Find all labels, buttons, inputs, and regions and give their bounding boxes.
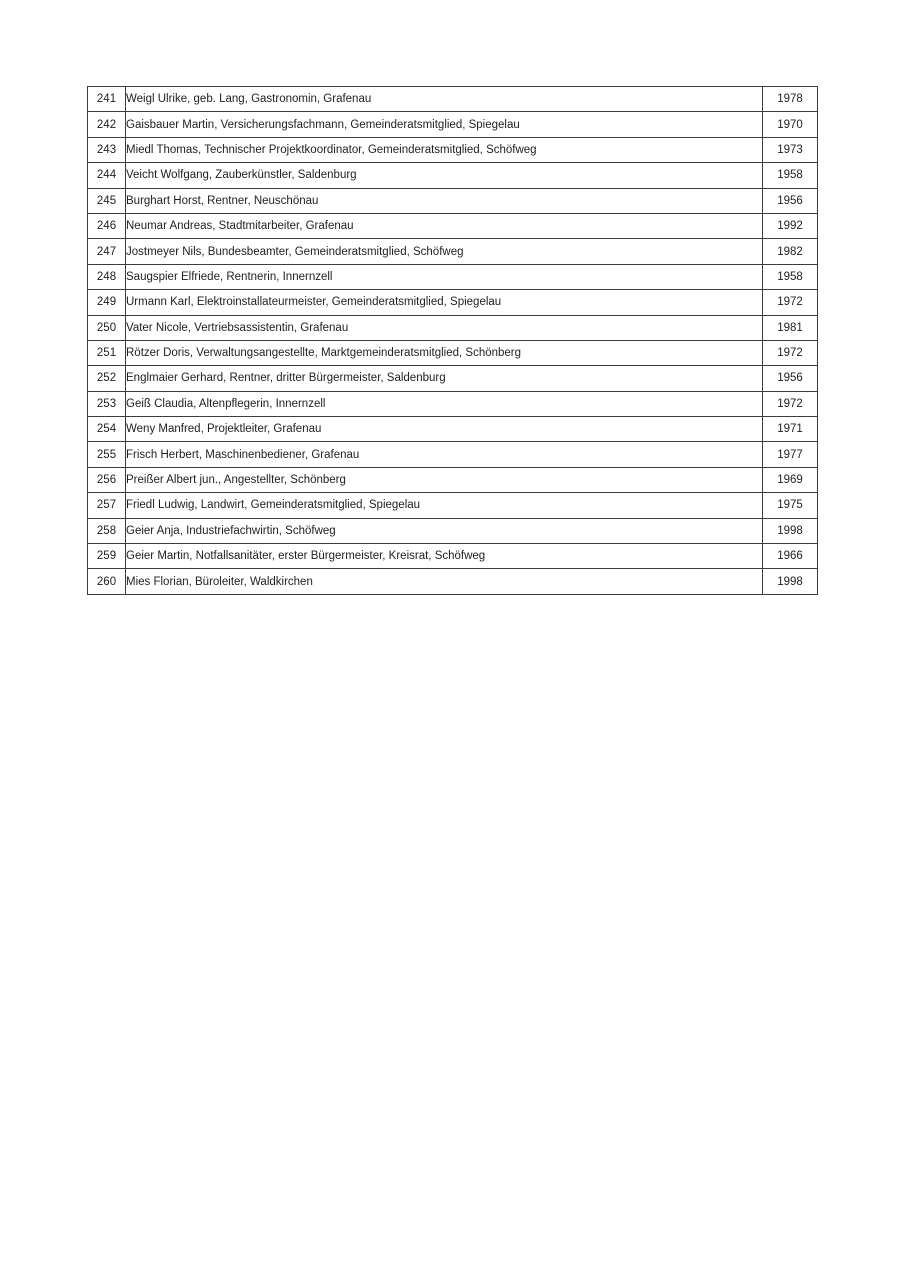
row-year: 1977	[763, 442, 818, 467]
row-number: 257	[88, 493, 126, 518]
row-description: Saugspier Elfriede, Rentnerin, Innernzell	[126, 264, 763, 289]
table-row	[88, 290, 818, 315]
table-row	[88, 366, 818, 391]
table-row	[88, 264, 818, 289]
table-row	[88, 544, 818, 569]
table-row	[88, 518, 818, 543]
row-year: 1978	[763, 87, 818, 112]
row-year: 1975	[763, 493, 818, 518]
row-year: 1982	[763, 239, 818, 264]
row-year: 1966	[763, 544, 818, 569]
row-description: Gaisbauer Martin, Versicherungsfachmann, Gemeinderatsmitglied, Spiegelau	[126, 112, 763, 137]
row-year: 1973	[763, 137, 818, 162]
row-number: 255	[88, 442, 126, 467]
row-number: 249	[88, 290, 126, 315]
table-row	[88, 315, 818, 340]
table-row	[88, 569, 818, 594]
table-row	[88, 87, 818, 112]
row-description: Englmaier Gerhard, Rentner, dritter Bürgermeister, Saldenburg	[126, 366, 763, 391]
row-number: 251	[88, 340, 126, 365]
row-year: 1972	[763, 391, 818, 416]
row-year: 1992	[763, 213, 818, 238]
row-description: Urmann Karl, Elektroinstallateurmeister, Gemeinderatsmitglied, Spiegelau	[126, 290, 763, 315]
row-year: 1972	[763, 340, 818, 365]
row-year: 1972	[763, 290, 818, 315]
row-description: Veicht Wolfgang, Zauberkünstler, Saldenburg	[126, 163, 763, 188]
row-description: Friedl Ludwig, Landwirt, Gemeinderatsmitglied, Spiegelau	[126, 493, 763, 518]
table-row	[88, 239, 818, 264]
row-number: 252	[88, 366, 126, 391]
table-row	[88, 467, 818, 492]
row-description: Vater Nicole, Vertriebsassistentin, Grafenau	[126, 315, 763, 340]
table-row	[88, 340, 818, 365]
row-number: 260	[88, 569, 126, 594]
row-number: 248	[88, 264, 126, 289]
row-description: Geier Martin, Notfallsanitäter, erster Bürgermeister, Kreisrat, Schöfweg	[126, 544, 763, 569]
row-description: Weigl Ulrike, geb. Lang, Gastronomin, Grafenau	[126, 87, 763, 112]
row-year: 1956	[763, 188, 818, 213]
row-number: 243	[88, 137, 126, 162]
row-description: Burghart Horst, Rentner, Neuschönau	[126, 188, 763, 213]
row-description: Rötzer Doris, Verwaltungsangestellte, Marktgemeinderatsmitglied, Schönberg	[126, 340, 763, 365]
row-year: 1981	[763, 315, 818, 340]
table-row	[88, 112, 818, 137]
row-number: 241	[88, 87, 126, 112]
row-year: 1958	[763, 163, 818, 188]
row-year: 1970	[763, 112, 818, 137]
row-description: Frisch Herbert, Maschinenbediener, Grafenau	[126, 442, 763, 467]
row-description: Neumar Andreas, Stadtmitarbeiter, Grafenau	[126, 213, 763, 238]
row-number: 256	[88, 467, 126, 492]
table-row	[88, 442, 818, 467]
row-year: 1998	[763, 518, 818, 543]
row-number: 242	[88, 112, 126, 137]
table-row	[88, 417, 818, 442]
row-year: 1998	[763, 569, 818, 594]
table-row	[88, 213, 818, 238]
roster-table	[87, 86, 818, 595]
table-row	[88, 137, 818, 162]
row-description: Jostmeyer Nils, Bundesbeamter, Gemeinderatsmitglied, Schöfweg	[126, 239, 763, 264]
table-row	[88, 163, 818, 188]
row-description: Miedl Thomas, Technischer Projektkoordinator, Gemeinderatsmitglied, Schöfweg	[126, 137, 763, 162]
row-number: 244	[88, 163, 126, 188]
row-description: Weny Manfred, Projektleiter, Grafenau	[126, 417, 763, 442]
row-number: 254	[88, 417, 126, 442]
row-description: Preißer Albert jun., Angestellter, Schönberg	[126, 467, 763, 492]
row-number: 250	[88, 315, 126, 340]
row-number: 246	[88, 213, 126, 238]
row-description: Geier Anja, Industriefachwirtin, Schöfweg	[126, 518, 763, 543]
row-number: 247	[88, 239, 126, 264]
row-year: 1958	[763, 264, 818, 289]
table-row	[88, 188, 818, 213]
table-row	[88, 493, 818, 518]
row-description: Geiß Claudia, Altenpflegerin, Innernzell	[126, 391, 763, 416]
row-number: 258	[88, 518, 126, 543]
row-number: 253	[88, 391, 126, 416]
row-year: 1971	[763, 417, 818, 442]
row-year: 1969	[763, 467, 818, 492]
row-description: Mies Florian, Büroleiter, Waldkirchen	[126, 569, 763, 594]
row-number: 259	[88, 544, 126, 569]
row-number: 245	[88, 188, 126, 213]
table-row	[88, 391, 818, 416]
row-year: 1956	[763, 366, 818, 391]
